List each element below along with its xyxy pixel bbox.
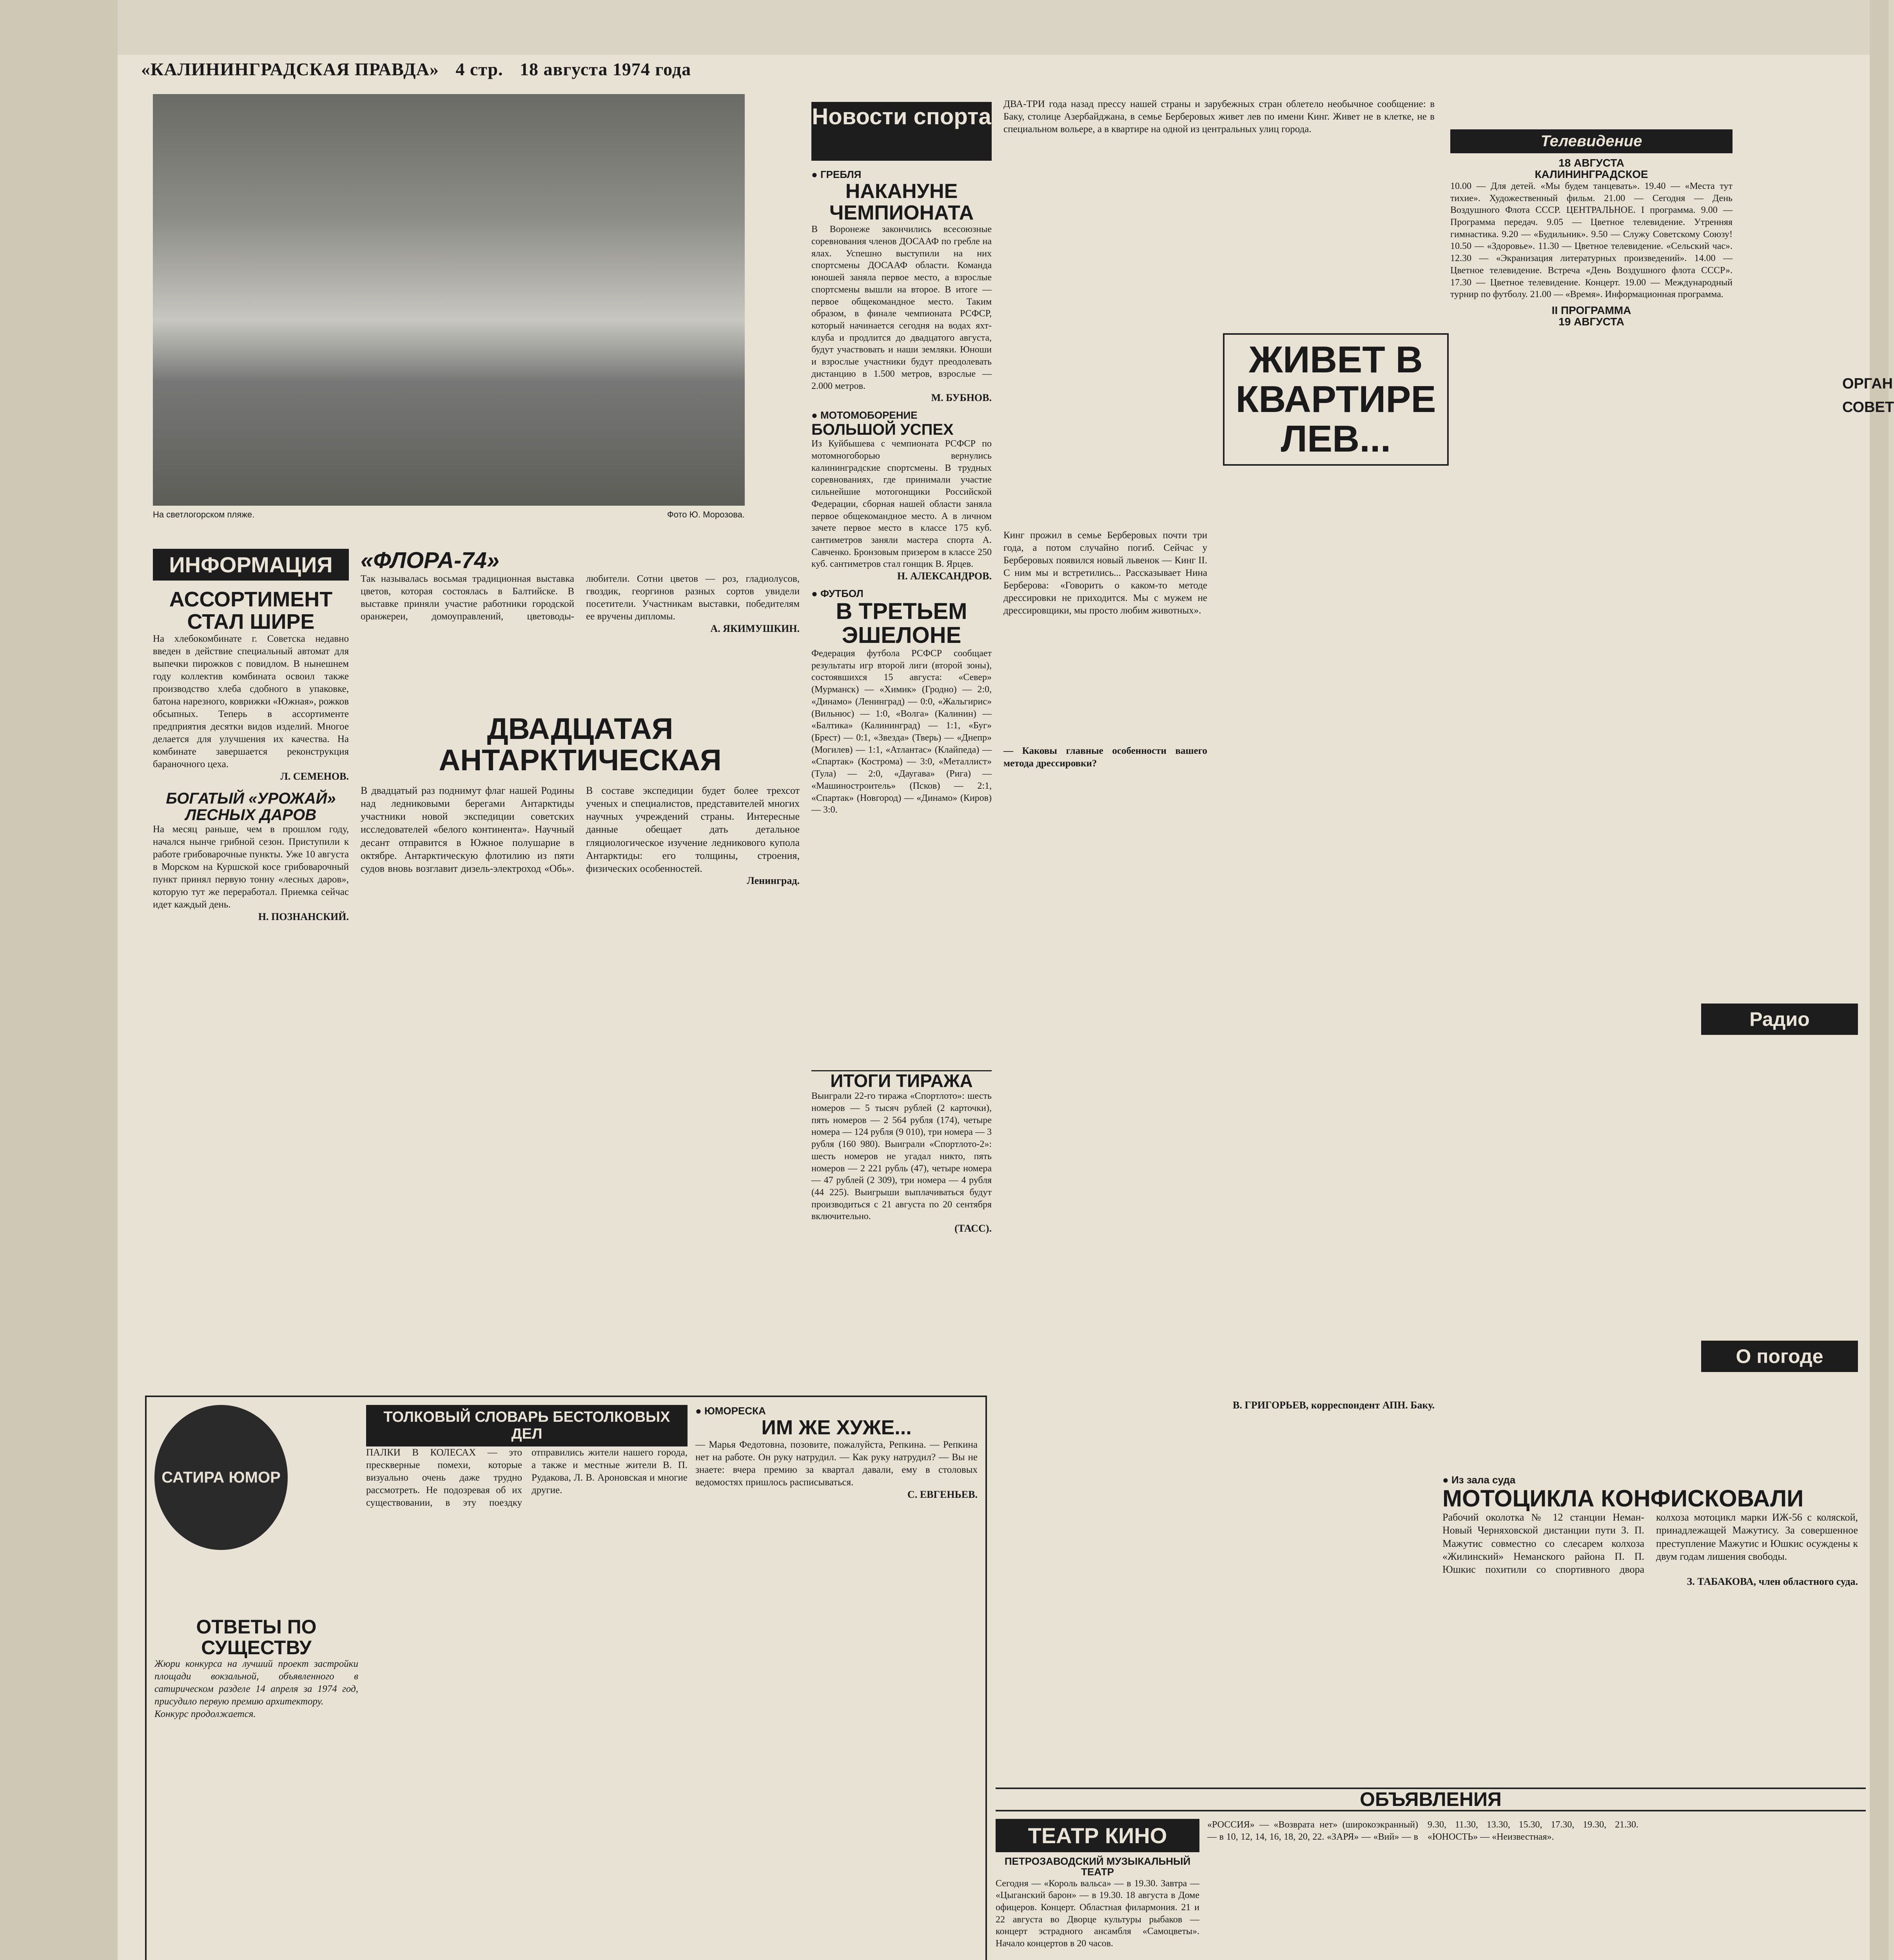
theatre-block: [996, 1819, 1199, 1950]
humor-text: — Марья Федотовна, позовите, пожалуйста, Репкина. — Репкина нет на работе. Он руку натрудил. — Как руку натрудил? — Вы не знаете: вчера премию за квартал давали, ему в столовых ведомостях пришлось расписываться.: [695, 1439, 978, 1488]
answers-more: Конкурс продолжается.: [154, 1709, 256, 1719]
lion-text: Кинг прожил в семье Берберовых почти три года, а потом случайно погиб. Сейчас у Берберовых появился новый львенок — Кинг II. С ним мы и встретились... Рассказывает Нина Берберова: «Говорить о каком-то методе дрессировки не приходится. Мы с мужем не дрессировщики, мы просто любим животных».: [1003, 530, 1207, 616]
court-signature: З. ТАБАКОВА, член областного суда.: [1687, 1576, 1858, 1588]
antarctic-title: ДВАДЦАТАЯ АНТАРКТИЧЕСКАЯ: [439, 712, 722, 777]
masthead: [141, 59, 703, 86]
tv-day2: 19 АВГУСТА: [1558, 316, 1624, 328]
antarctic-article: [361, 713, 800, 1388]
flora-text: Так называлась восьмая традиционная выставка цветов, которая состоялась в Балтийске. В выставке приняли участие работники городской оранжереи, домоуправлений, цветоводы-любители. Сотни цветов — роз, гладиолусов, гвоздик, георгинов разных сортов увидели посетители. Участникам выставки, победителям ее вручены дипломы.: [361, 573, 800, 622]
court-title: МОТОЦИКЛА КОНФИСКОВАЛИ: [1442, 1485, 1804, 1512]
cinema-text: «РОССИЯ» — «Возврата нет» (широкоэкранный) — в 10, 12, 14, 16, 18, 20, 22. «ЗАРЯ» — «Вий» — в 9.30, 11.30, 13.30, 15.30, 17.30, 19.30, 21.30. «ЮНОСТЬ» — «Неизвестная».: [1207, 1820, 1638, 1842]
dictionary-text: ПАЛКИ В КОЛЕСАХ — это прескверные помехи, которые визуально очень даже трудно рассмотреть. Не подозревая об их существовании, в эту поездку отправились жители нашего города, а также и местные жители В. П. Рудакова, Л. В. Ароновская и многие другие.: [366, 1447, 688, 1508]
sport-column: [811, 102, 992, 1172]
harvest-title: БОГАТЫЙ «УРОЖАЙ» ЛЕСНЫХ ДАРОВ: [166, 790, 336, 824]
tv-column: [1450, 129, 1733, 1462]
tv-banner: Телевидение: [1450, 129, 1733, 153]
assortment-signature: Л. СЕМЕНОВ.: [280, 771, 349, 782]
rowing-title: НАКАНУНЕ ЧЕМПИОНАТА: [829, 180, 974, 224]
harvest-signature: Н. ПОЗНАНСКИЙ.: [258, 911, 349, 923]
dictionary-block: [366, 1405, 688, 1509]
flora-signature: А. ЯКИМУШКИН.: [710, 622, 800, 634]
tv-prog2: II ПРОГРАММА: [1551, 304, 1631, 316]
moto-title: БОЛЬШОЙ УСПЕХ: [811, 421, 954, 439]
court-text: Рабочий околотка № 12 станции Неман-Новый Черняховской дистанции пути З. П. Мажутис совместно со слесарем колхоза «Жилинский» Неманского района П. П. Юшкис похитили со спортивного двора колхоза мотоцикл марки ИЖ-56 с коляской, принадлежащей Мажутису. За совершенное преступление Мажутис и Юшкис осуждены к двум годам лишения свободы.: [1442, 1512, 1858, 1575]
moto-signature: Н. АЛЕКСАНДРОВ.: [897, 570, 992, 582]
dictionary-title: ТОЛКОВЫЙ СЛОВАРЬ БЕСТОЛКОВЫХ ДЕЛ: [366, 1405, 688, 1446]
moto-text: Из Куйбышева с чемпионата РСФСР по мотомногоборью вернулись калининградские спортсмены. В трудных соревнованиях, где принимали участие сильнейшие мотогонщики Российской Федерации, сборная нашей области заняла первое общекомандное место. А в личном зачете первое место в классе 175 куб. сантиметров заняли мастера спорта А. Савченко. Бронзовым призером в классе 250 куб. сантиметров стал гонщик В. Ярцев.: [811, 439, 992, 570]
assortment-text: На хлебокомбинате г. Советска недавно введен в действие специальный автомат для выпечки пирожков с повидлом. В нынешнем году коллектив комбината освоил также производство хлеба сдобного в упаковке, батона нарезного, коврижки «Южная», рожков обсыпных. Теперь в ассортименте предприятия десятки видов изделий. Многое делается для улучшения их качества. На комбинате завершается реконструкция бараночного цеха.: [153, 633, 349, 770]
moto-rubric: ● МОТОМОБОРЕНИЕ: [811, 409, 992, 421]
humor-title: ИМ ЖЕ ХУЖЕ...: [761, 1416, 912, 1439]
tv-channel: КАЛИНИНГРАДСКОЕ: [1535, 168, 1648, 181]
rowing-signature: М. БУБНОВ.: [931, 392, 992, 404]
lion-intro: ДВА-ТРИ года назад прессу нашей страны и зарубежных стран облетело необычное сообщение: в Баку, столице Азербайджана, в семье Берберовых живет лев по имени Кинг. Живет не в клетке, не в специальном вольере, а в квартире на одной из центральных улиц города.: [1003, 99, 1435, 134]
antarctic-text: В двадцатый раз поднимут флаг нашей Родины над ледниковыми берегами Антарктиды участники новой экспедиции советских исследователей «белого континента». Научный десант отправится в Южное полушарие в октябре. Антарктическую флотилию из пяти судов вновь возглавит дизель-электроход «Обь». В составе экспедиции будет более трехсот ученых и специалистов, представителей многих научных учреждений страны. Интересные данные обещает дать детальное гляциологическое изучение ледникового купола Антарктиды: его толщины, строения, физических особенностей.: [361, 784, 800, 875]
photo-credit: Фото Ю. Морозова.: [667, 510, 745, 519]
radio-banner: Радио: [1701, 1004, 1858, 1035]
lottery-text: Выиграли 22-го тиража «Спортлото»: шесть номеров — 5 тысяч рублей (2 карточки), пять номеров — 2 564 рубля (174), четыре номера — 124 рубля (9 010), три номера — 3 рубля (160 980). Выиграли «Спортлото-2»: шесть номеров не угадал никто, пять номеров — 2 221 рубль (47), четыре номера — 47 рублей (2 309), три номера — 4 рубля (44 225). Выигрыши выплачиваться будут производиться с 21 августа по 20 сентября включительно.: [811, 1091, 992, 1222]
football-text: Федерация футбола РСФСР сообщает результаты игр второй лиги (второй зоны), состоявшихся 15 августа: «Север» (Мурманск) — «Химик» (Гродно) — 2:0, «Динамо» (Ленинград) — 0:0, «Жальгирис» (Вильнюс) — 1:0, «Волга» (Калинин) — «Балтика» (Калининград) — 1:1, «Буг» (Брест) — 0:1, «Звезда» (Тверь) — «Днепр» (Могилев) — 1:1, «Атлантас» (Клайпеда) — «Спартак» (Кострома) — 3:0, «Металлист» (Тула) — 2:0, «Даугава» (Рига) — «Машиностроитель» (Псков) — 2:1, «Спартак» (Новгород) — «Динамо» (Киров) — 3:0.: [811, 648, 992, 815]
satire-section: [145, 1396, 987, 1960]
theatre-title: ПЕТРОЗАВОДСКИЙ МУЗЫКАЛЬНЫЙ ТЕАТР: [1004, 1855, 1191, 1878]
sport-banner: Новости спорта: [811, 102, 992, 161]
masthead-date: 18 августа 1974 года: [520, 59, 691, 79]
humor-rubric: ● ЮМОРЕСКА: [695, 1405, 978, 1417]
right-page-fragment: [1870, 0, 1889, 1960]
right-fragment-sovet: СОВЕТ: [1842, 399, 1894, 416]
photo-caption: На светлогорском пляже.: [153, 510, 255, 519]
antarctic-signature: Ленинград.: [747, 875, 800, 887]
right-fragment-organ: ОРГАН: [1842, 376, 1893, 392]
court-article: [1442, 1474, 1858, 1795]
flora-title: «ФЛОРА-74»: [361, 548, 500, 573]
court-rubric: ● Из зала суда: [1442, 1474, 1858, 1486]
assortment-title: АССОРТИМЕНТ СТАЛ ШИРЕ: [169, 588, 333, 633]
rowing-text: В Воронеже закончились всесоюзные соревнования членов ДОСААФ по гребле на ялах. Успешно выступили на них спортсмены ДОСААФ области. Команда юношей заняла первое место, а взрослые спортсмены вышли на второе. В итоге — первое общекомандное место. Таким образом, в финале чемпионата РСФСР, который начинается сегодня на водах яхт-клуба и продлится до двадцатого августа, будут участвовать и наши земляки. Юноши и взрослые участники будут преодолевать дистанцию в 1.500 метров, взрослые — 2.000 метров.: [811, 224, 992, 391]
football-title: В ТРЕТЬЕМ ЭШЕЛОНЕ: [836, 599, 967, 648]
harvest-text: На месяц раньше, чем в прошлом году, начался нынче грибной сезон. Приступили к работе грибоварочные пункты. Уже 10 августа в Морском на Куршской косе грибоварочный пункт принял первую тонну «лесных даров», которую тут же переработал. Приемка сейчас идет каждый день.: [153, 824, 349, 910]
lottery-title: ИТОГИ ТИРАЖА: [811, 1070, 992, 1090]
lottery-article: [811, 1070, 992, 1443]
lion-article: [1003, 98, 1435, 1588]
masthead-page: 4 стр.: [455, 59, 503, 79]
theatre-banner: ТЕАТР КИНО: [996, 1819, 1199, 1852]
beach-photo: [153, 94, 745, 506]
photo-caption-row: [153, 510, 745, 525]
theatre-text: Сегодня — «Король вальса» — в 19.30. Завтра — «Цыганский барон» — в 19.30. 18 августа в Доме офицеров. Концерт. Областная филармония. 21 и 22 августа во Дворце культуры рыбаков — концерт эстрадного ансамбля «Самоцветы». Начало концертов в 20 часов.: [996, 1878, 1199, 1949]
football-rubric: ● ФУТБОЛ: [811, 588, 992, 600]
humor-signature: С. ЕВГЕНЬЕВ.: [907, 1488, 978, 1500]
ads-section: [996, 1788, 1866, 1960]
left-page-fragment: [0, 0, 118, 1960]
lion-title: ЖИВЕТ В КВАРТИРЕ ЛЕВ...: [1223, 333, 1449, 466]
info-column: [153, 549, 349, 1392]
answers-block: [154, 1617, 358, 1720]
lion-question: — Каковы главные особенности вашего метода дрессировки?: [1003, 746, 1207, 769]
ads-header: ОБЪЯВЛЕНИЯ: [996, 1788, 1866, 1811]
lion-signature: В. ГРИГОРЬЕВ, корреспондент АПН. Баку.: [1233, 1399, 1435, 1411]
lottery-signature: (ТАСС).: [954, 1223, 992, 1234]
masthead-paper: «КАЛИНИНГРАДСКАЯ ПРАВДА»: [141, 59, 439, 79]
flora-article: [361, 549, 800, 706]
tv-day: 18 АВГУСТА: [1558, 157, 1624, 169]
tv-text: 10.00 — Для детей. «Мы будем танцевать». 19.40 — «Места тут тихие». Художественный фильм. 21.00 — Сегодня — День Воздушного Флота СССР. ЦЕНТРАЛЬНОЕ. I программа. 9.00 — Программа передач. 9.05 — Цветное телевидение. Утренняя гимнастика. 9.20 — «Будильник». 9.50 — Служу Советскому Союзу! 10.50 — «Здоровье». 11.30 — Цветное телевидение. «Сельский час». 12.30 — «Экранизация литературных произведений». 14.00 — Цветное телевидение. Встреча «День Воздушного флота СССР». 17.30 — Цветное телевидение. Концерт. 19.00 — Международный турнир по футболу. 21.00 — «Время». Информационная программа.: [1450, 181, 1733, 300]
weather-banner: О погоде: [1701, 1341, 1858, 1372]
answers-text: Жюри конкурса на лучший проект застройки площади вокзальной, объявленного в сатирическом разделе 14 апреля за 1974 год, присудило первую премию архитектору.: [154, 1659, 358, 1707]
humor-block: [695, 1405, 978, 1501]
rowing-rubric: ● ГРЕБЛЯ: [811, 169, 992, 181]
answers-title: ОТВЕТЫ ПО СУЩЕСТВУ: [196, 1616, 317, 1659]
info-banner: ИНФОРМАЦИЯ: [153, 549, 349, 581]
satire-emblem: САТИРА ЮМОР: [154, 1405, 288, 1550]
